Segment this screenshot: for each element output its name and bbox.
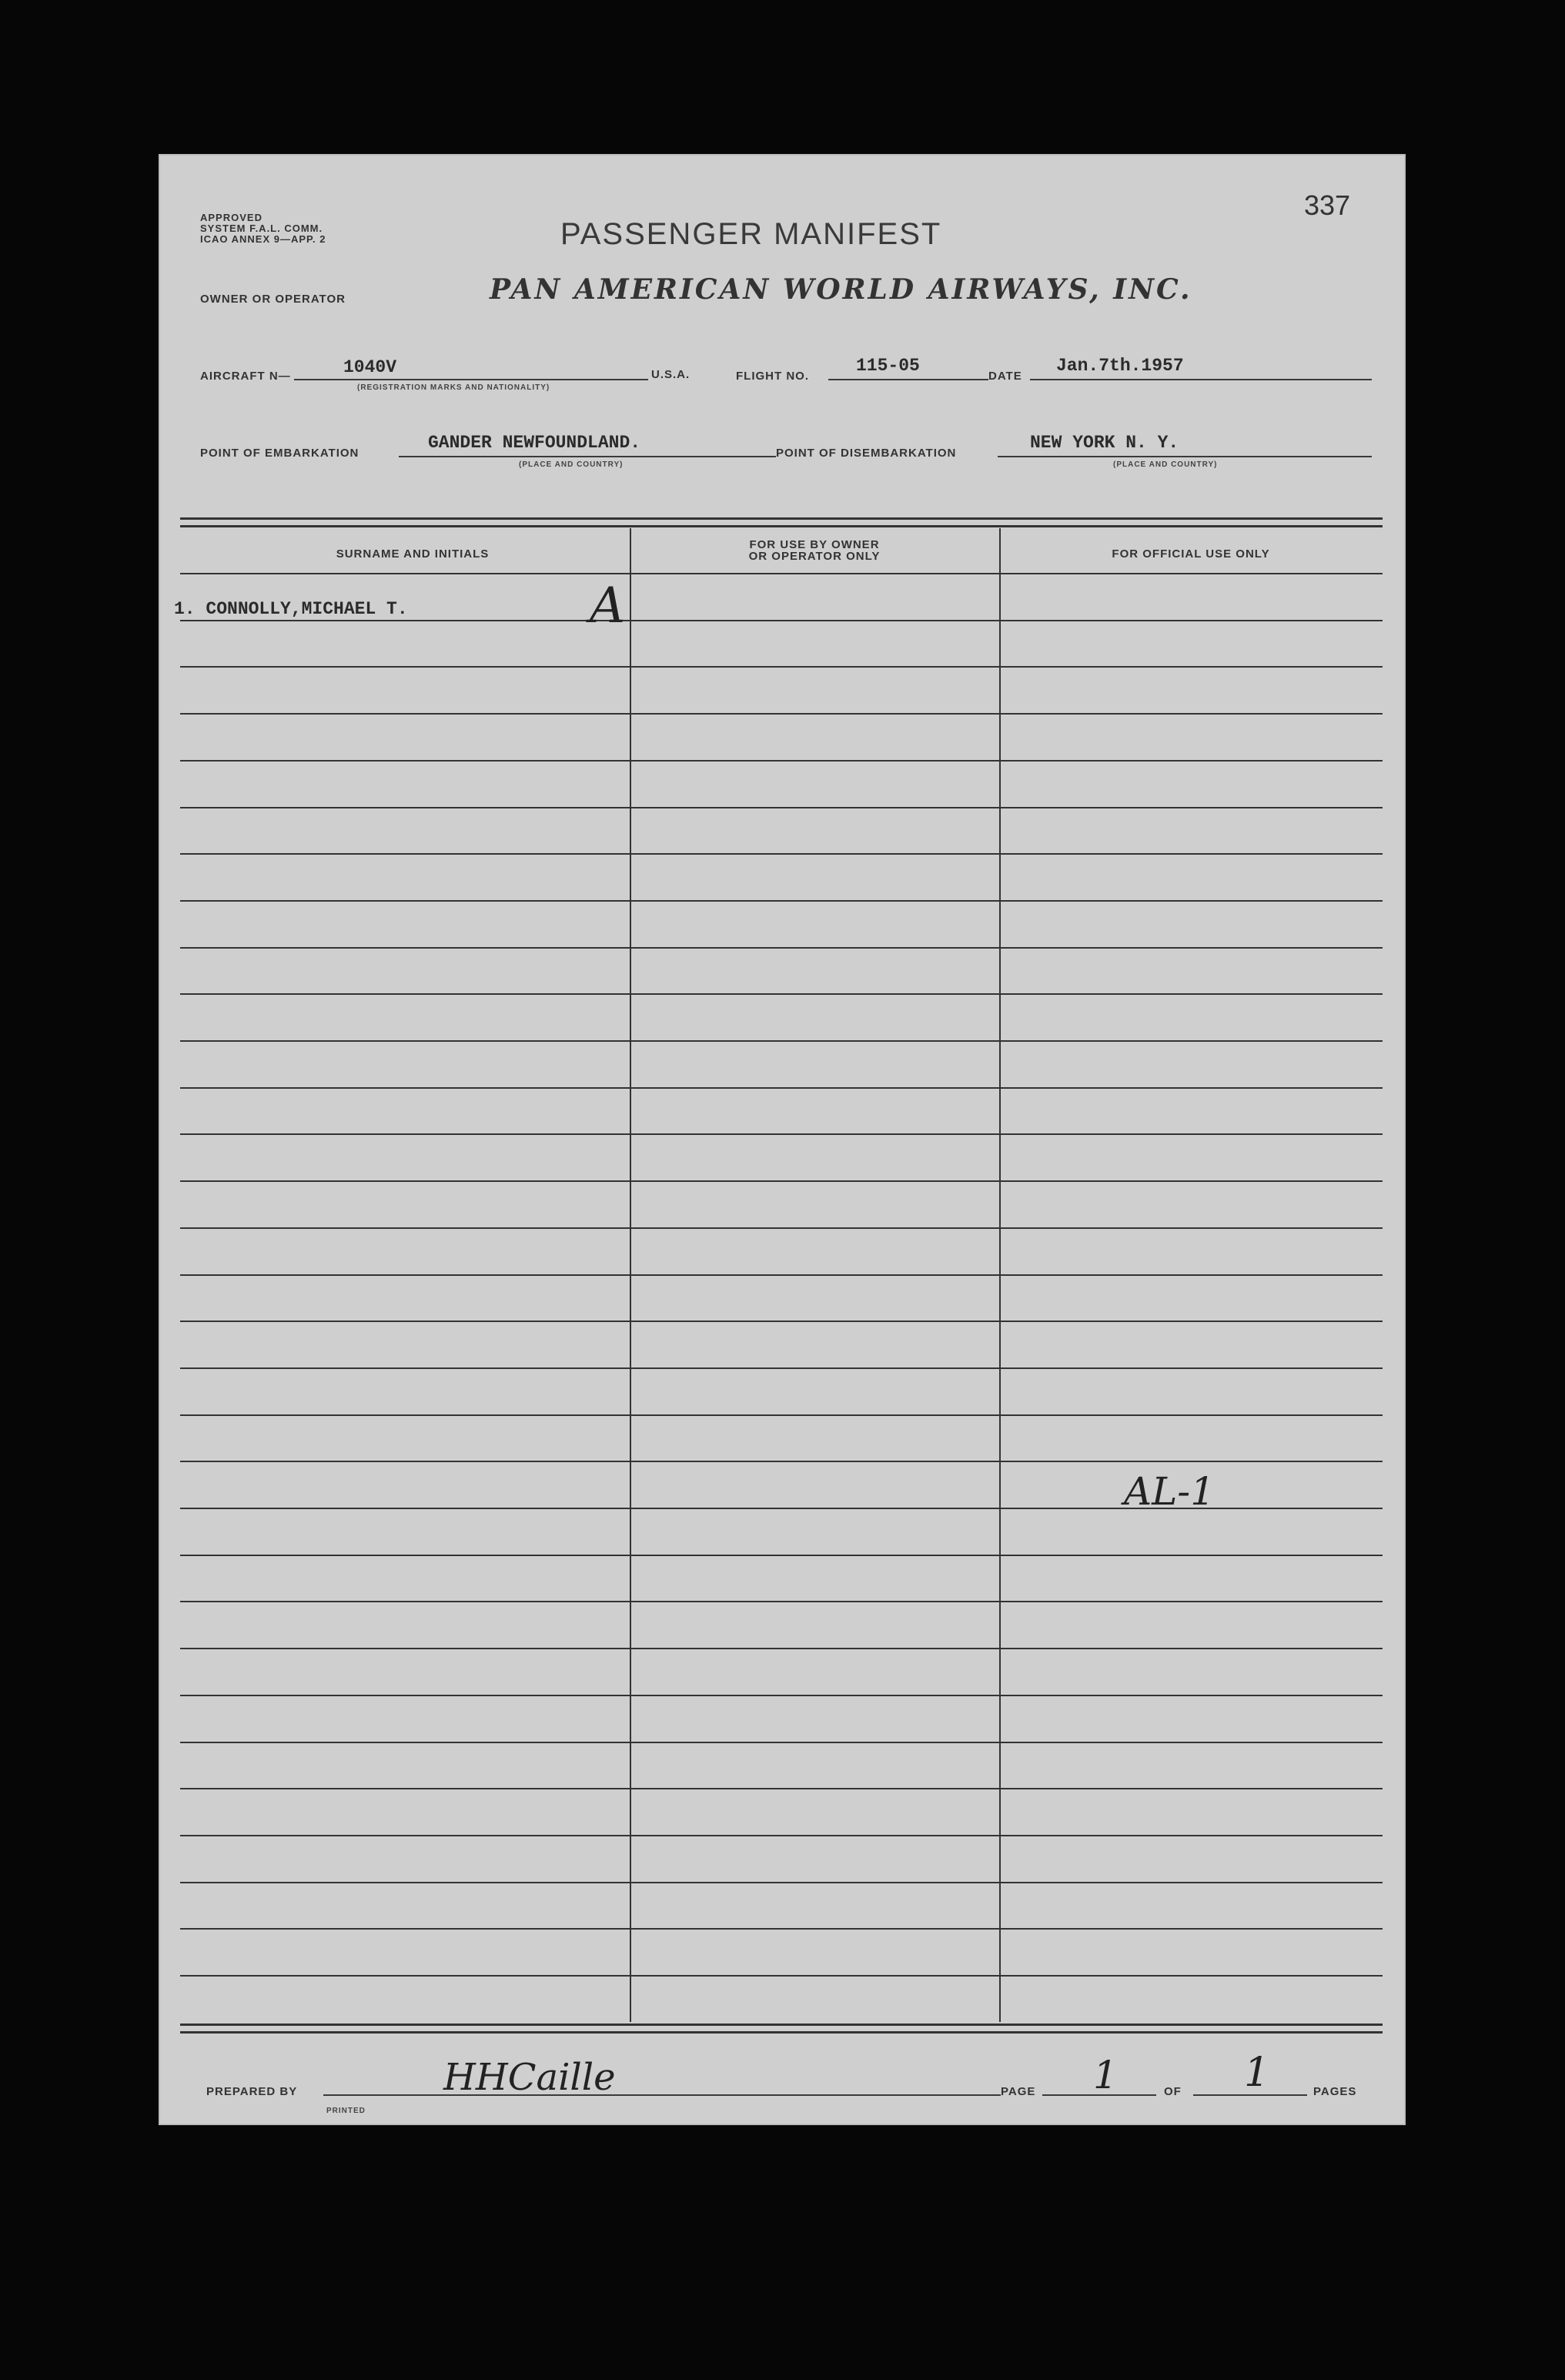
disembarkation-value: NEW YORK N. Y. bbox=[1030, 433, 1179, 453]
table-row-line bbox=[180, 853, 1383, 855]
embarkation-value: GANDER NEWFOUNDLAND. bbox=[428, 433, 641, 453]
table-row-line bbox=[180, 1882, 1383, 1883]
table-row-line bbox=[180, 1555, 1383, 1556]
of-label: OF bbox=[1164, 2085, 1182, 2098]
registration-note: (REGISTRATION MARKS AND NATIONALITY) bbox=[357, 383, 550, 392]
table-row-line bbox=[180, 573, 1383, 574]
official-note: AL-1 bbox=[1124, 1469, 1216, 1514]
date-underline bbox=[1030, 379, 1372, 380]
table-row-line bbox=[180, 1040, 1383, 1042]
table-row-line bbox=[180, 760, 1383, 762]
col-header-owner-line-1: FOR USE BY OWNER bbox=[749, 538, 880, 551]
aircraft-value: 1040V bbox=[343, 357, 397, 377]
table-row-line bbox=[180, 620, 1383, 621]
col-header-official: FOR OFFICIAL USE ONLY bbox=[1112, 547, 1270, 561]
table-row-line bbox=[180, 947, 1383, 949]
disembarkation-label: POINT OF DISEMBARKATION bbox=[776, 447, 957, 460]
approval-line-1: APPROVED bbox=[200, 212, 263, 223]
table-row-line bbox=[180, 1461, 1383, 1462]
prepared-by-signature: HHCaille bbox=[443, 2056, 616, 2099]
table-row-line bbox=[180, 1975, 1383, 1977]
prepared-by-underline bbox=[323, 2094, 1001, 2096]
table-row-line bbox=[180, 1133, 1383, 1135]
aircraft-label: AIRCRAFT N— bbox=[200, 370, 291, 383]
table-row-line bbox=[180, 1227, 1383, 1229]
prepared-by-sub: PRINTED bbox=[326, 2107, 366, 2115]
table-row-line bbox=[180, 1601, 1383, 1602]
owner-value: PAN AMERICAN WORLD AIRWAYS, INC. bbox=[490, 273, 1192, 306]
manifest-sheet bbox=[159, 154, 1406, 2125]
embarkation-label: POINT OF EMBARKATION bbox=[200, 447, 359, 460]
usa-label: U.S.A. bbox=[651, 368, 691, 381]
disembarkation-underline bbox=[998, 456, 1372, 457]
table-row-line bbox=[180, 1087, 1383, 1089]
table-row-line bbox=[180, 1788, 1383, 1789]
table-bottom-rule-2 bbox=[180, 2031, 1383, 2034]
table-top-rule-2 bbox=[180, 525, 1383, 527]
embarkation-note: (PLACE AND COUNTRY) bbox=[519, 460, 624, 469]
table-top-rule bbox=[180, 517, 1383, 520]
passenger-entry-name: 1. CONNOLLY,MICHAEL T. bbox=[174, 599, 408, 619]
aircraft-underline bbox=[294, 379, 648, 380]
table-row-line bbox=[180, 993, 1383, 995]
disembarkation-note: (PLACE AND COUNTRY) bbox=[1113, 460, 1218, 469]
table-row-line bbox=[180, 1648, 1383, 1649]
flight-label: FLIGHT NO. bbox=[736, 370, 809, 383]
of-value: 1 bbox=[1244, 2050, 1270, 2096]
table-row-line bbox=[180, 1742, 1383, 1743]
table-row-line bbox=[180, 807, 1383, 808]
table-row-line bbox=[180, 1695, 1383, 1696]
col-header-owner-line-2: OR OPERATOR ONLY bbox=[748, 550, 881, 563]
page-number: 337 bbox=[1304, 189, 1351, 221]
table-row-line bbox=[180, 1367, 1383, 1369]
table-row-line bbox=[180, 1414, 1383, 1416]
date-label: DATE bbox=[988, 370, 1022, 383]
owner-label: OWNER OR OPERATOR bbox=[200, 293, 346, 306]
pages-label: PAGES bbox=[1313, 2085, 1357, 2098]
table-row-line bbox=[180, 1321, 1383, 1322]
table-row-line bbox=[180, 1928, 1383, 1930]
table-row-line bbox=[180, 666, 1383, 668]
prepared-by-label: PREPARED BY bbox=[206, 2085, 298, 2098]
flight-value: 115-05 bbox=[856, 356, 920, 376]
approval-line-2: SYSTEM F.A.L. COMM. bbox=[200, 223, 323, 234]
table-bottom-rule bbox=[180, 2024, 1383, 2026]
flight-underline bbox=[828, 379, 988, 380]
form-title: PASSENGER MANIFEST bbox=[560, 217, 942, 251]
passenger-entry-mark: A bbox=[590, 577, 626, 634]
page-label: PAGE bbox=[1001, 2085, 1036, 2098]
table-row-line bbox=[180, 713, 1383, 715]
table-row-line bbox=[180, 1274, 1383, 1276]
date-value: Jan.7th.1957 bbox=[1056, 356, 1184, 376]
table-row-line bbox=[180, 1835, 1383, 1836]
page-value: 1 bbox=[1093, 2053, 1118, 2097]
embarkation-underline bbox=[399, 456, 776, 457]
approval-line-3: ICAO ANNEX 9—APP. 2 bbox=[200, 233, 326, 245]
table-row-line bbox=[180, 1180, 1383, 1182]
table-row-line bbox=[180, 900, 1383, 902]
col-header-name: SURNAME AND INITIALS bbox=[336, 547, 490, 561]
